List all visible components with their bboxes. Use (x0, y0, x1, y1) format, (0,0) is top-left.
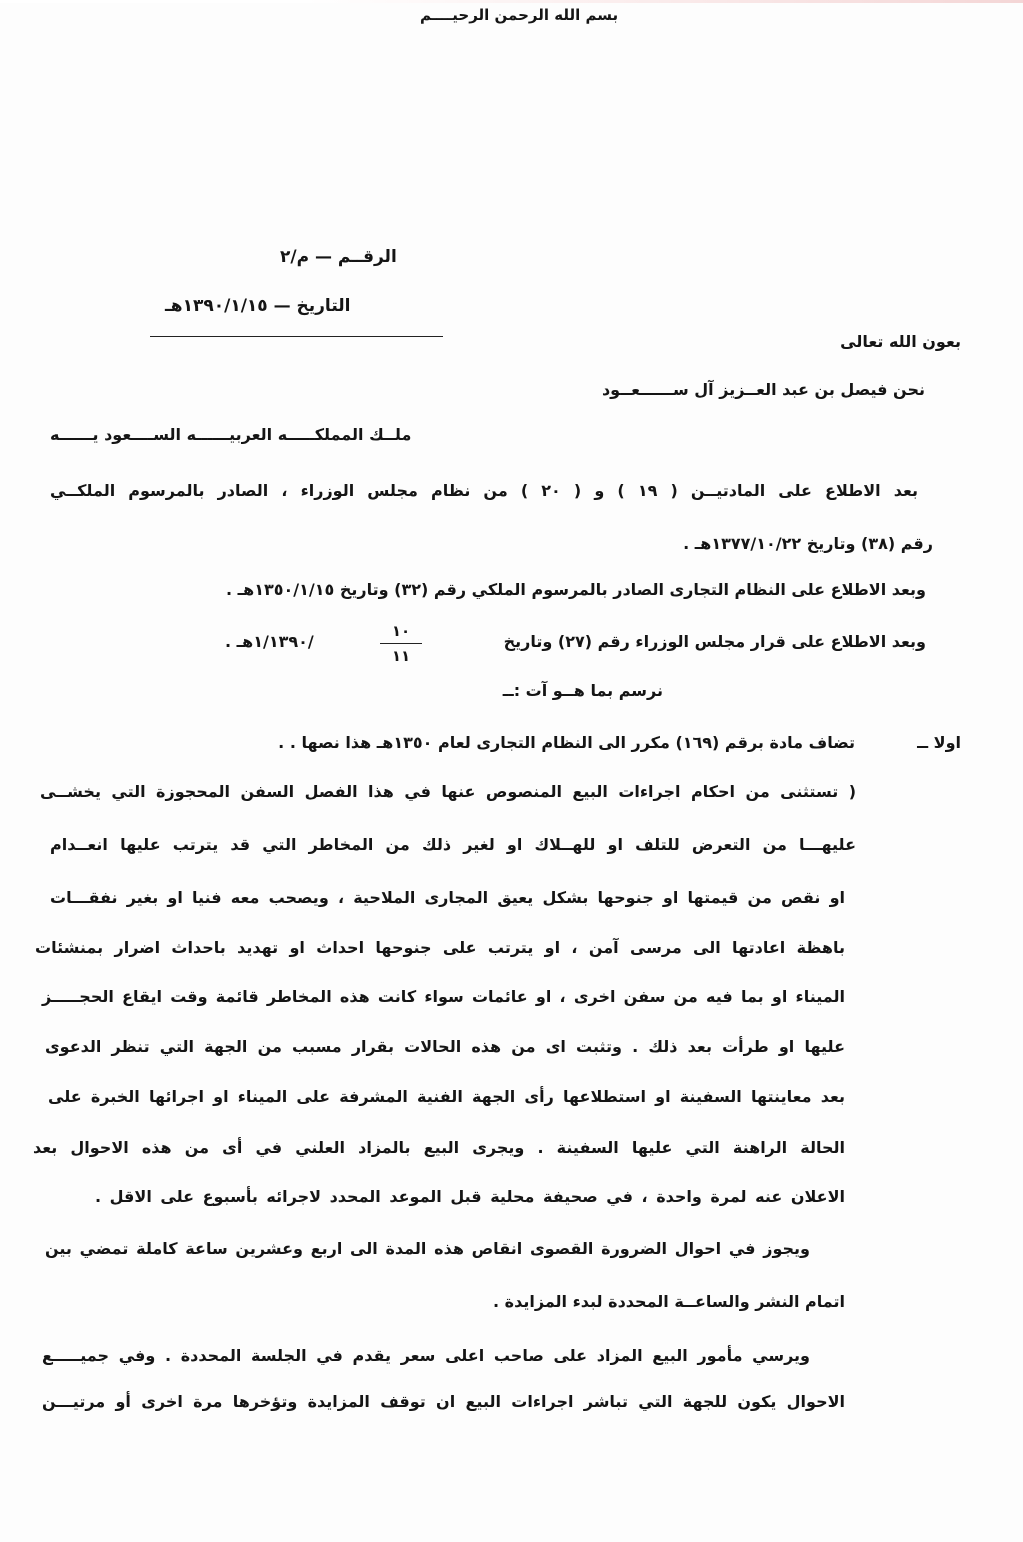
article-one-label: اولا ــ (917, 733, 961, 752)
body-line-7: بعد معاينتها السفينة او استطلاعها رأى الجهة الفنية المشرفة على الميناء او اجرائها الخبرة على (48, 1087, 845, 1106)
paragraph-two-line-1: ويجوز في احوال الضرورة القصوى انقاص هذه المدة الى اربع وعشرين ساعة كاملة تمضي بين (45, 1239, 810, 1258)
preamble-line-4-date: /١/١٣٩٠هـ . (225, 632, 314, 651)
body-line-4: باهظة اعادتها الى مرسى آمن ، او يترتب على جنوحها احداث او تهديد باحداث اضرار بمنشئات (35, 938, 845, 957)
fraction-numerator: ١٠ (391, 622, 411, 640)
basmala: بسم الله الرحمن الرحيــــم (420, 6, 619, 24)
body-line-3: او نقص من قيمتها او جنوحها بشكل يعيق المجارى الملاحية ، ويصحب معه فنيا او بغير نفقـــات (50, 888, 845, 907)
body-line-1: ( تستثنى من احكام اجراءات البيع المنصوص عنها في هذا الفصل السفن المحجوزة التي يخشــى (40, 782, 856, 801)
date-fraction (378, 621, 424, 669)
fraction-denominator: ١١ (391, 647, 411, 665)
preamble-line-3: وبعد الاطلاع على النظام التجارى الصادر بالمرسوم الملكي رقم (٣٢) وتاريخ ١٣٥٠/١/١٥هـ . (226, 580, 926, 599)
paragraph-three-line-1: ويرسي مأمور البيع المزاد على صاحب اعلى سعر يقدم في الجلسة المحددة . وفي جميـــــع (42, 1346, 810, 1365)
article-one-heading: تضاف مادة برقم (١٦٩) مكرر الى النظام التجارى لعام ١٣٥٠هـ هذا نصها . . (278, 733, 855, 752)
preamble-line-4: وبعد الاطلاع على قرار مجلس الوزراء رقم (٢٧) وتاريخ (503, 632, 926, 651)
preamble-line-2: رقم (٣٨) وتاريخ ١٣٧٧/١٠/٢٢هـ . (683, 534, 933, 553)
fraction-bar (380, 643, 422, 644)
paragraph-three-line-2: الاحوال يكون للجهة التي تباشر اجراءات البيع ان توقف المزايدة وتؤخرها مرة اخرى أو مرتيـــن (42, 1392, 845, 1411)
decree-number: الرقــم — م/٢ (280, 247, 397, 267)
body-line-5: الميناء او بما فيه من سفن اخرى ، او عائمات سواء كانت هذه المخاطر قائمة وقت ايقاع الحجـــــز (42, 987, 845, 1006)
king-name: نحن فيصل بن عبد العــزيز آل ســــــعــود (601, 380, 925, 399)
body-line-8: الحالة الراهنة التي عليها السفينة . ويجرى البيع بالمزاد العلني في أى من هذه الاحوال بعد (33, 1138, 845, 1157)
paragraph-two-line-2: اتمام النشر والساعــة المحددة لبدء المزايدة . (493, 1292, 845, 1311)
date-underline (150, 336, 443, 337)
preamble-line-1: بعد الاطلاع على المادتيــن ( ١٩ ) و ( ٢٠ ) من نظام مجلس الوزراء ، الصادر بالمرسوم الملكــي (50, 481, 918, 500)
body-line-9: الاعلان عنه لمرة واحدة ، في صحيفة محلية قبل الموعد المحدد لاجرائه بأسبوع على الاقل . (95, 1187, 845, 1206)
invocation: بعون الله تعالى (840, 332, 961, 351)
preamble-decree-phrase: نرسم بما هــو آت :ــ (502, 681, 663, 700)
body-line-2: عليهـــا من التعرض للتلف او للهــلاك او لغير ذلك من المخاطر التي قد يترتب عليها انعــدام (50, 835, 856, 854)
decree-date: التاريخ — ١٣٩٠/١/١٥هـ (165, 296, 351, 316)
king-title: ملــك المملكـــــه العربيــــــه الســــعود يــــــه (50, 425, 412, 444)
body-line-6: عليها او طرأت بعد ذلك . وتثبت اى من هذه الحالات بقرار مسبب من الجهة التي تنظر الدعوى (45, 1037, 845, 1056)
